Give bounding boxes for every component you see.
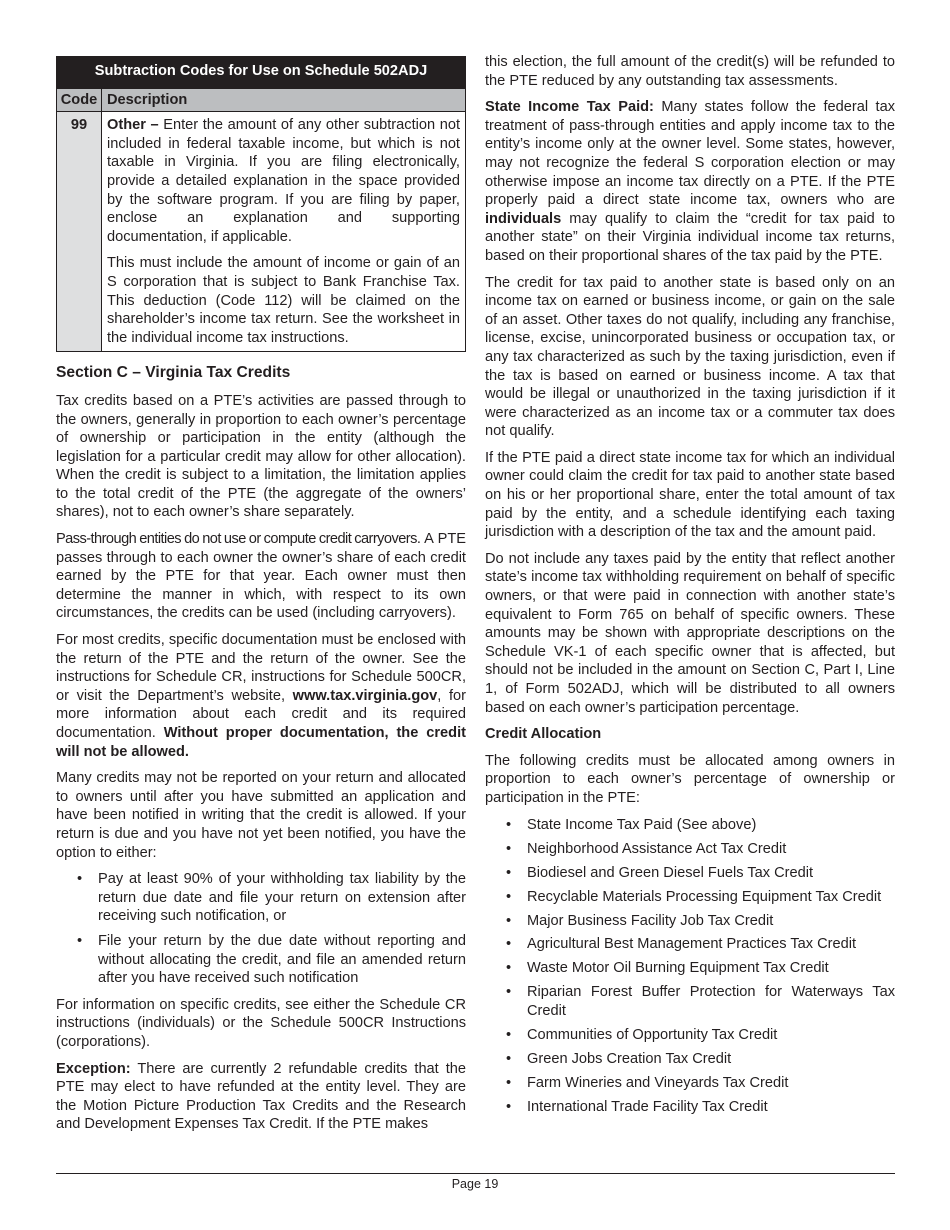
bullet-glyph: • [506,984,512,1001]
table-caption: Subtraction Codes for Use on Schedule 502ADJ [57,57,466,89]
paragraph: For information on specific credits, see either the Schedule CR instructions (individuals) or the Schedule 500CR Instructions (corporations). [56,996,466,1050]
list-item-text: State Income Tax Paid (See above) [527,816,757,833]
paragraph: Many credits may not be reported on your return and allocated to owners until after you have submitted an application and have been notified in writing that the credit is allowed. If your return is due and you have not yet been notified, you have the option to either: [56,770,466,861]
page-number: Page 19 [451,1177,499,1191]
list-item-text: International Trade Facility Tax Credit [527,1098,768,1115]
paragraph: this election, the full amount of the credit(s) will be refunded to the PTE reduced by any outstanding tax assessments. [485,54,895,89]
section-heading: Section C – Virginia Tax Credits [56,364,291,382]
paragraph-text: , for more information about each credit and its required documentation. [56,687,467,741]
bullet-glyph: • [77,871,83,888]
credits-list [485,816,895,1117]
individuals-emphasis: individuals [485,210,562,227]
bullet-glyph: • [506,936,512,953]
paragraph-text: For most credits, specific documentation must be enclosed with the return of the PTE and the return of the owner. See the instructions for Schedule CR, instructions for Schedule 500CR, or visit the Department’s website, [56,632,466,704]
list-item [485,1026,895,1045]
options-list [56,870,466,988]
bullet-glyph: • [506,1075,512,1091]
list-item [485,1050,895,1069]
list-item [485,864,895,883]
paragraph [485,98,895,265]
list-item [485,816,895,835]
bullet-glyph: • [506,912,512,929]
list-item [485,935,895,954]
state-tax-label: State Income Tax Paid: [485,99,654,116]
list-item [485,912,895,931]
paragraph [56,530,466,623]
left-column [56,56,466,1134]
list-item [56,932,466,988]
bullet-glyph: • [506,1051,512,1068]
paragraph-text: may qualify to claim the “credit for tax paid to another state” on their Virginia individual income tax returns, based on their proportional shares of the tax paid by the PTE. [485,210,895,264]
list-item-text: Major Business Facility Job Tax Credit [527,912,774,929]
list-item-text: Recyclable Materials Processing Equipment Tax Credit [527,888,882,905]
documentation-warning: Without proper documentation, the credit will not be allowed. [56,725,466,760]
list-item [485,888,895,907]
code-value: 99 [57,112,102,352]
list-item [485,1098,895,1117]
list-item [485,959,895,978]
description-paragraph-2: This must include the amount of income or gain of an S corporation that is subject to Bank Franchise Tax. This deduction (Code 112) will be claimed on the shareholder’s income tax return. See the worksheet in the individual income tax instructions. [107,255,460,346]
exception-label: Exception: [56,1060,131,1077]
paragraph-text: A PTE passes through to each owner the owner’s share of each credit earned by the PTE for that year. Each owner must then determine the manner in which, with respect to its own circumstances, the credits can be used (including carryovers). [56,531,467,622]
list-item-text: Biodiesel and Green Diesel Fuels Tax Credit [527,864,814,881]
header-description: Description [102,88,466,112]
paragraph-text: Many states follow the federal tax treatment of pass-through entities and apply income tax to the entity’s income only at the owner level. Some states, however, may not recognize the federal S corporation election or may otherwise impose an income tax directly on a PTE. If the PTE properly paid a direct state income tax, owners who are [485,99,896,209]
bullet-glyph: • [506,816,512,833]
paragraph [56,631,466,761]
paragraph: The credit for tax paid to another state is based only on an income tax on earned or business income, or gain on the sale of an asset. Other taxes do not qualify, including any franchise, license, excise, unincorporated business or occupation tax, or any tax characterized as such by the taxing jurisdiction, even if the tax is based on earned or business income. A tax that would be illegal or unauthorized in the taxing jurisdiction if it were characterized as an income tax or a commuter tax does not qualify. [485,274,895,440]
list-item-text: Agricultural Best Management Practices Tax Credit [527,936,857,953]
list-item-text: Riparian Forest Buffer Protection for Waterways Tax Credit [527,984,895,1020]
list-item [485,840,895,859]
bullet-glyph: • [506,1027,512,1044]
paragraph: The following credits must be allocated among owners in proportion to each owner’s percentage of ownership or participation in the PTE: [485,752,895,806]
subtraction-codes-table [56,56,466,352]
paragraph: If the PTE paid a direct state income tax for which an individual owner could claim the credit for tax paid to another state based on his or her proportional share, enter the total amount of tax paid by the entity, and a schedule identifying each taxing jurisdiction with a description of the tax and the amount paid. [485,449,895,541]
bullet-glyph: • [506,1098,512,1115]
paragraph [56,1060,466,1134]
bullet-glyph: • [506,960,512,977]
list-item [485,1074,895,1093]
website-link[interactable]: www.tax.virginia.gov [292,687,438,704]
list-item-text: Neighborhood Assistance Act Tax Credit [527,840,787,857]
right-column [485,53,895,1125]
bullet-glyph: • [77,932,83,949]
description-paragraph-1 [107,116,460,246]
footer-divider [56,1173,895,1174]
list-item [485,983,895,1020]
paragraph-text: There are currently 2 refundable credits that the PTE may elect to have refunded at the entity level. They are the Motion Picture Production Tax Credits and the Research and Development Expenses Tax Credit. If the PTE makes [56,1060,466,1133]
header-code: Code [57,88,102,112]
bullet-glyph: • [506,864,512,881]
table-row [57,112,466,352]
paragraph: Tax credits based on a PTE’s activities are passed through to the owners, generally in proportion to each owner’s percentage of ownership or participation in the entity (although the legislation for a particular credit may allow for other allocation). When the credit is subject to a limitation, the limitation applies to the total credit of the PTE (the aggregate of the owners’ shares), not to each owner’s share separately. [56,392,466,521]
paragraph: Do not include any taxes paid by the entity that reflect another state’s income tax withholding requirement on behalf of specific owners, or that were paid in connection with another state’s equivalent to Form 765 on behalf of specific owners. These amounts may be shown with appropriate descriptions on the Schedule VK-1 of each specific owner that is affected, but should not be included in the amount on Section C, Part I, Line 1, of Form 502ADJ, which will be distributed to all owners based on each owner’s participation percentage. [485,550,895,716]
description-text-1: Enter the amount of any other subtraction not included in federal taxable income, but which is not taxable in Virginia. If you are filing electronically, provide a detailed explanation in the space provided by the software program. If you are filing by paper, enclose an explanation and supporting documentation, if applicable. [107,117,461,245]
list-item [56,870,466,926]
bullet-glyph: • [506,840,512,857]
description-label: Other – [107,117,159,134]
list-item-text: Pay at least 90% of your withholding tax liability by the return due date and file your return on extension after receiving such notification, or [98,871,466,925]
credit-allocation-heading: Credit Allocation [485,726,602,743]
list-item-text: Waste Motor Oil Burning Equipment Tax Credit [527,960,829,977]
list-item-text: File your return by the due date without reporting and without allocating the credit, and file an amended return after you have received such notification [98,932,466,987]
description-cell [102,112,466,352]
paragraph-first-line: Pass-through entities do not use or compute credit carryovers. [56,531,421,548]
list-item-text: Farm Wineries and Vineyards Tax Credit [527,1075,789,1091]
bullet-glyph: • [506,888,512,905]
list-item-text: Communities of Opportunity Tax Credit [527,1027,778,1044]
list-item-text: Green Jobs Creation Tax Credit [527,1051,732,1068]
